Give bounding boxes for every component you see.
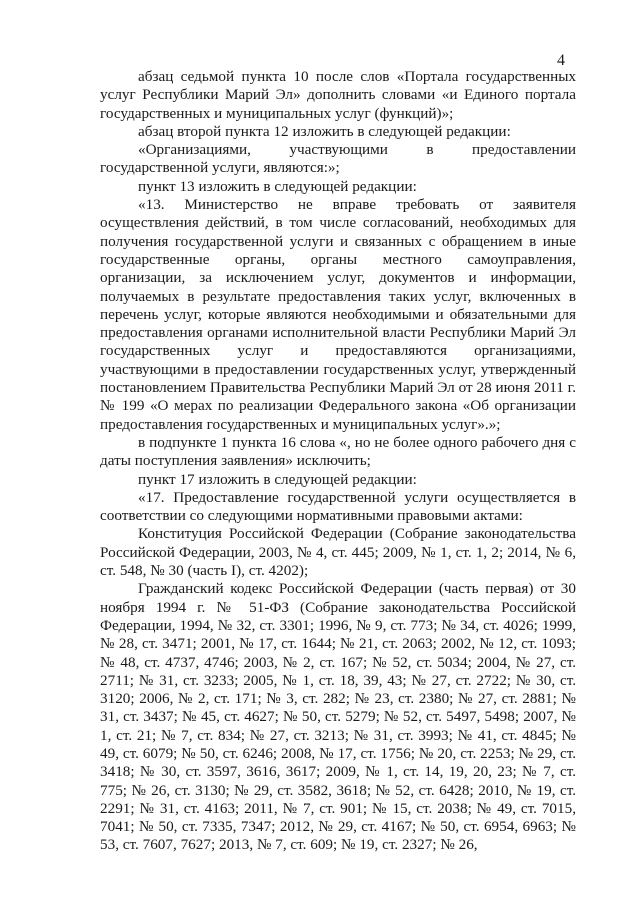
document-body: [100, 68, 576, 855]
paragraph-point-17-text: «17. Предоставление государственной услуги осуществляется в соответствии со следующими нормативными правовыми актами:: [100, 488, 576, 525]
paragraph-point-13-text: «13. Министерство не вправе требовать от заявителя осуществления действий, в том числе согласований, необходимых для получения государственной услуги и связанных с обращением в иные государственные органы, органы местного самоуправления, организации, за исключением услуг, документов и информации, получаемых в результате предоставления таких услуг, включенных в перечень услуг, которые являются необходимыми и обязательными для предоставления органами исполнительной власти Республики Марий Эл государственных услуг и предоставляются организациями, участвующими в предоставлении государственных услуг, утвержденный постановлением Правительства Республики Марий Эл от 28 июня 2011 г. № 199 «О мерах по реализации Федерального закона «Об организации предоставления государственных и муниципальных услуг».»;: [100, 196, 576, 433]
paragraph-amend-point-17: пункт 17 изложить в следующей редакции:: [138, 470, 417, 488]
paragraph-amend-point-10: абзац седьмой пункта 10 после слов «Портала государственных услуг Республики Марий Эл» дополнить словами «и Единого портала государственных и муниципальных услуг (функций)»;: [100, 68, 576, 122]
paragraph-organizations: «Организациями, участвующими в предоставлении государственной услуги, являются:»;: [100, 141, 576, 177]
paragraph-amend-point-12: абзац второй пункта 12 изложить в следующей редакции:: [138, 122, 511, 140]
paragraph-civil-code: Гражданский кодекс Российской Федерации (часть первая) от 30 ноября 1994 г. № 51-ФЗ (Собрание законодательства Российской Федерации, 1994, № 32, ст. 3301; 1996, № 9, ст. 773; № 34, ст. 4026; 1999, № 28, ст. 3471; 2001, № 17, ст. 1644; № 21, ст. 2063; 2002, № 12, ст. 1093; № 48, ст. 4737, 4746; 2003, № 2, ст. 167; № 52, ст. 5034; 2004, № 27, ст. 2711; № 31, ст. 3233; 2005, № 1, ст. 18, 39, 43; № 27, ст. 2722; № 30, ст. 3120; 2006, № 2, ст. 171; № 3, ст. 282; № 23, ст. 2380; № 27, ст. 2881; № 31, ст. 3437; № 45, ст. 4627; № 50, ст. 5279; № 52, ст. 5497, 5498; 2007, № 1, ст. 21; № 7, ст. 834; № 27, ст. 3213; № 31, ст. 3993; № 41, ст. 4845; № 49, ст. 6079; № 50, ст. 6246; 2008, № 17, ст. 1756; № 20, ст. 2253; № 29, ст. 3418; № 30, ст. 3597, 3616, 3617; 2009, № 1, ст. 14, 19, 20, 23; № 7, ст. 775; № 26, ст. 3130; № 29, ст. 3582, 3618; № 52, ст. 6428; 2010, № 19, ст. 2291; № 31, ст. 4163; 2011, № 7, ст. 901; № 15, ст. 2038; № 49, ст. 7015, 7041; № 50, ст. 7335, 7347; 2012, № 29, ст. 4167; № 50, ст. 6954, 6963; № 53, ст. 7607, 7627; 2013, № 7, ст. 609; № 19, ст. 2327; № 26,: [100, 580, 576, 854]
paragraph-amend-point-16: в подпункте 1 пункта 16 слова «, но не более одного рабочего дня с даты поступления заявления» исключить;: [100, 433, 576, 470]
paragraph-constitution: Конституция Российской Федерации (Собрание законодательства Российской Федерации, 2003, № 4, ст. 445; 2009, № 1, ст. 1, 2; 2014, № 6, ст. 548, № 30 (часть I), ст. 4202);: [100, 525, 576, 580]
paragraph-amend-point-13: пункт 13 изложить в следующей редакции:: [138, 177, 417, 195]
page-number: 4: [557, 52, 565, 69]
